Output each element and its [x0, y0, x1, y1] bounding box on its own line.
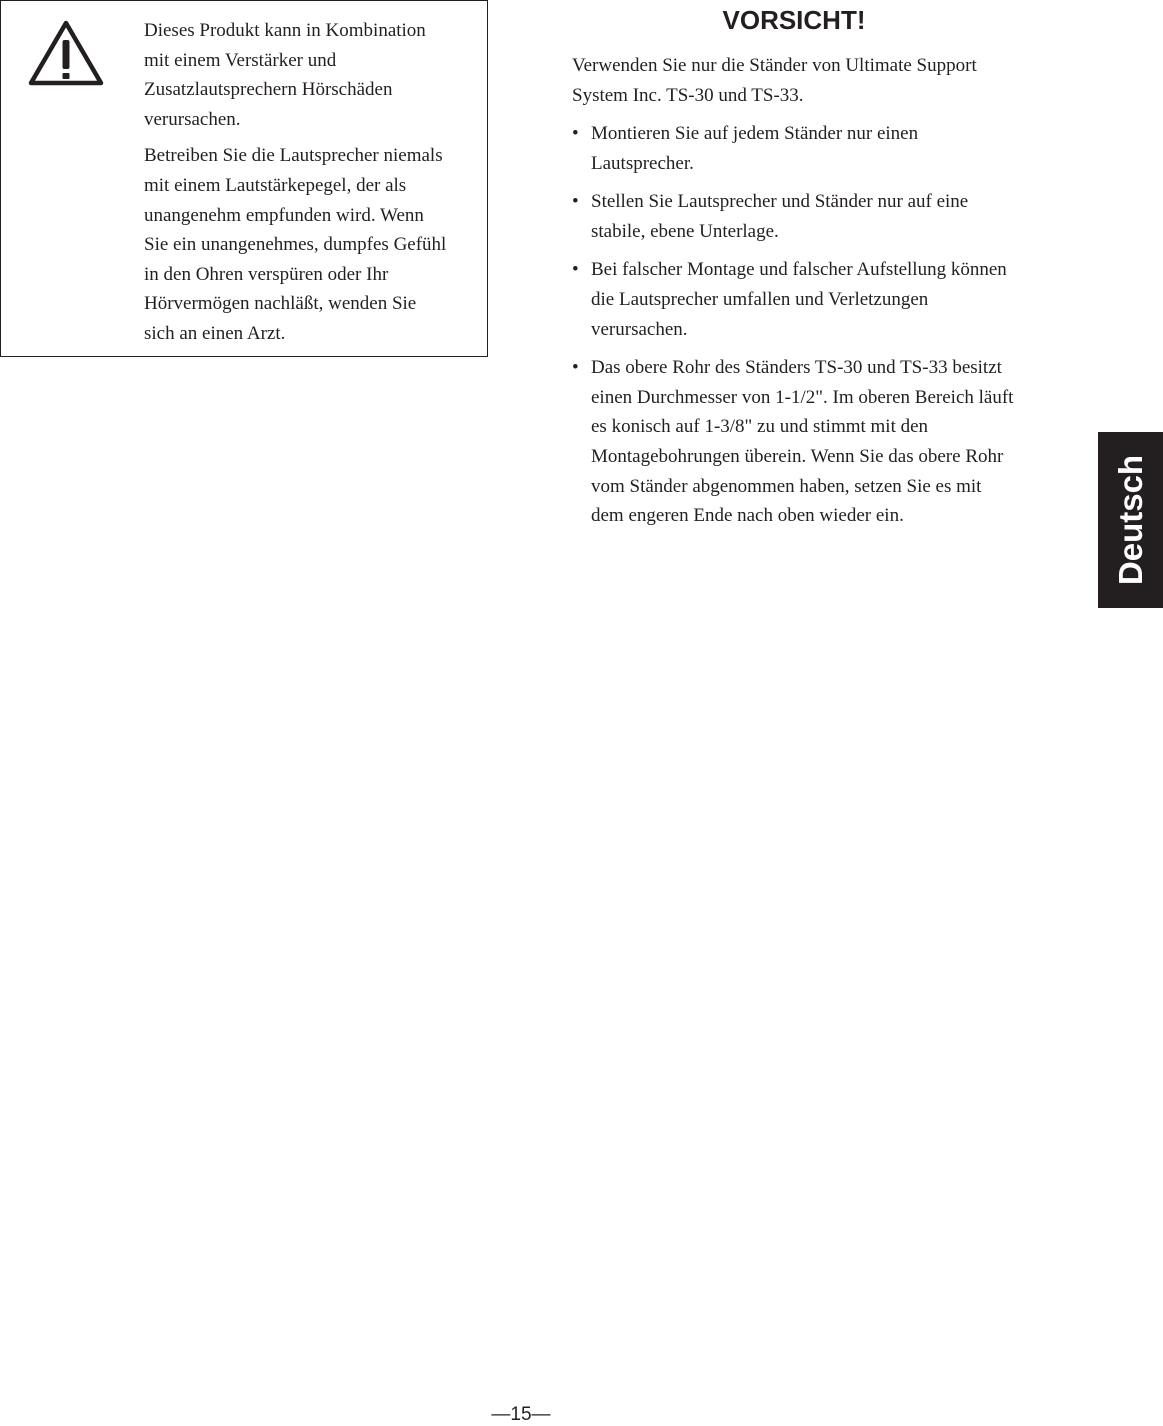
- bullet-icon: •: [572, 259, 579, 281]
- caution-title: VORSICHT!: [722, 5, 866, 35]
- list-item: [572, 187, 1042, 246]
- warning-triangle-icon: [27, 19, 105, 87]
- bullet-icon: •: [572, 191, 579, 213]
- list-item: [572, 119, 1042, 178]
- bullet-icon: •: [572, 123, 579, 144]
- list-item-text: Bei falscher Montage und falscher Aufstellung können die Lautsprecher umfallen und Verletzungen verursachen.: [591, 259, 1007, 340]
- list-item: [572, 353, 1042, 531]
- list-item-text: Stellen Sie Lautsprecher und Ständer nur auf eine stabile, ebene Unterlage.: [591, 191, 969, 242]
- language-tab: [1098, 432, 1163, 608]
- warning-box: [0, 0, 488, 357]
- page-number: —15—: [491, 1404, 551, 1425]
- list-item-text: Das obere Rohr des Ständers TS-30 und TS-33 besitzt einen Durchmesser von 1-1/2". Im oberen Bereich läuft es konisch auf 1-3/8" zu und stimmt mit den Montagebohrungen überein. Wenn Sie das obere Rohr vom Ständer abgenommen haben, setzen Sie es mit dem engeren Ende nach oben wieder ein.: [591, 357, 1014, 527]
- language-tab-label: Deutsch: [1111, 454, 1149, 586]
- list-item: [572, 255, 1042, 344]
- warning-text: [144, 16, 474, 356]
- warning-paragraph-2: Betreiben Sie die Lautsprecher niemals mit einem Lautstärkepegel, der als unangenehm empfunden wird. Wenn Sie ein unangenehmes, dumpfes Gefühl in den Ohren verspüren oder Ihr Hörvermögen nachläßt, wenden Sie sich an einen Arzt.: [144, 145, 447, 344]
- bullet-icon: •: [572, 357, 579, 379]
- list-item-text: Montieren Sie auf jedem Ständer nur einen Lautsprecher.: [591, 123, 919, 174]
- caution-intro: Verwenden Sie nur die Ständer von Ultimate Support System Inc. TS-30 und TS-33.: [572, 55, 977, 106]
- caution-list: [572, 119, 1042, 540]
- warning-paragraph-1: Dieses Produkt kann in Kombination mit einem Verstärker und Zusatzlautsprechern Hörschäden verursachen.: [144, 20, 426, 130]
